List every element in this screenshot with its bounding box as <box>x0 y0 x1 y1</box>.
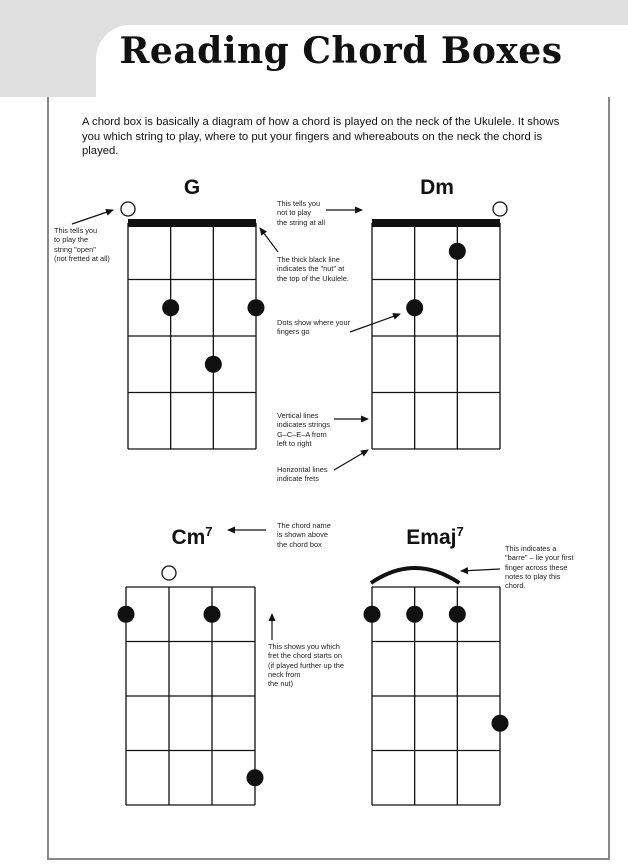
arrow-nut <box>260 228 278 252</box>
open-string-marker <box>121 202 135 216</box>
page-title: Reading Chord Boxes <box>119 30 563 72</box>
nut-bar <box>128 219 256 227</box>
finger-dot <box>247 769 264 786</box>
chord-name-superscript: 7 <box>456 524 464 539</box>
finger-dot <box>205 356 222 373</box>
annotation-barre: This indicates a "barre" – lie your first finger across these notes to play this chord. <box>505 544 574 591</box>
finger-dot <box>248 299 265 316</box>
arrow-dots <box>350 314 400 332</box>
annotation-not-play: This tells you not to play the string at all <box>277 199 326 227</box>
chord-box-dm <box>372 202 507 449</box>
finger-dot <box>364 606 381 623</box>
chord-box-cm7 <box>118 566 264 805</box>
chord-name-superscript: 7 <box>205 524 213 539</box>
finger-dot <box>492 715 509 732</box>
annotation-open-string: This tells you to play the string "open" (not fretted at all) <box>54 226 110 263</box>
finger-dot <box>406 606 423 623</box>
annotation-dots: Dots show where your fingers go <box>277 318 351 337</box>
annotation-fret-start: This shows you which fret the chord starts on (if played further up the neck from the nut) <box>268 642 345 689</box>
chord-name-emaj7 <box>406 524 463 549</box>
chord-name-text: Emaj <box>406 526 457 549</box>
intro-paragraph: A chord box is basically a diagram of how a chord is played on the neck of the Ukulele. It shows you which string to play, where to put your fingers and whereabouts on the neck the chord is played. <box>82 116 560 157</box>
finger-dot <box>449 243 466 260</box>
finger-dot <box>204 606 221 623</box>
annotation-vertical-lines: Vertical lines indicates strings G–C–E–A from left to right <box>277 411 330 448</box>
chord-name-dm <box>420 176 454 199</box>
finger-dot <box>162 299 179 316</box>
annotation-nut: The thick black line indicates the "nut" at the top of the Ukulele. <box>277 255 349 283</box>
nut-bar <box>372 219 500 227</box>
barre-arc <box>371 568 459 583</box>
chord-name-cm7 <box>171 524 212 549</box>
finger-dot <box>118 606 135 623</box>
arrow-barre <box>461 569 500 571</box>
chord-name-text: G <box>183 176 201 199</box>
chord-box-emaj7 <box>364 568 509 805</box>
open-string-marker <box>493 202 507 216</box>
chord-name-text: Cm <box>171 526 206 549</box>
chord-box-g <box>121 202 265 449</box>
arrow-horizontal-lines <box>334 450 368 470</box>
finger-dot <box>406 299 423 316</box>
open-string-marker <box>162 566 176 580</box>
finger-dot <box>449 606 466 623</box>
arrow-open-string <box>72 210 113 224</box>
annotation-horizontal-lines: Horizontal lines indicate frets <box>277 465 328 484</box>
chord-name-g <box>184 176 200 199</box>
annotation-chord-name: The chord name is shown above the chord box <box>277 521 331 549</box>
chord-name-text: Dm <box>420 176 454 199</box>
